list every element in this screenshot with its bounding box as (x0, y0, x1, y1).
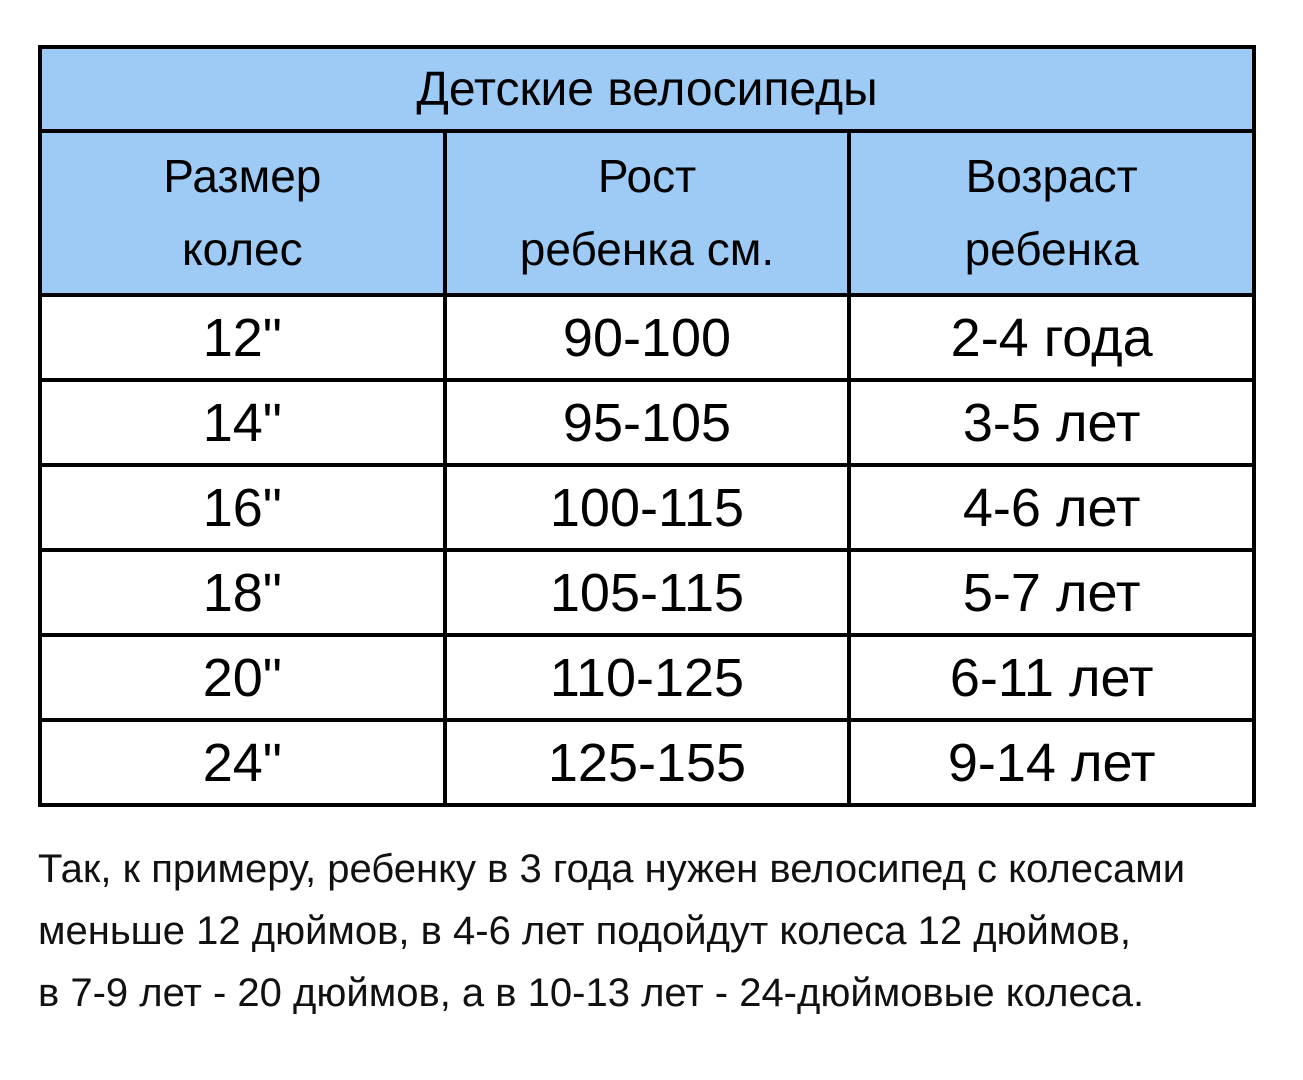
col-header-child-height-line2: ребенка см. (519, 223, 775, 275)
table-row (40, 635, 1254, 720)
col-header-wheel-size-line2: колес (182, 223, 303, 275)
col-header-child-height-line1: Рост (597, 150, 697, 203)
cell-wheel-size: 12" (40, 295, 445, 380)
note-line-2: меньше 12 дюймов, в 4-6 лет подойдут колеса 12 дюймов, (38, 909, 1132, 953)
cell-age: 9-14 лет (849, 720, 1254, 805)
note-line-1: Так, к примеру, ребенку в 3 года нужен велосипед с колесами (38, 847, 1186, 891)
cell-height: 90-100 (445, 295, 850, 380)
cell-wheel-size: 20" (40, 635, 445, 720)
table-row (40, 380, 1254, 465)
cell-wheel-size: 14" (40, 380, 445, 465)
note-paragraph (38, 838, 1288, 1024)
col-header-child-age (849, 131, 1254, 295)
cell-height: 105-115 (445, 550, 850, 635)
col-header-child-age-line1: Возраст (965, 150, 1138, 203)
cell-height: 100-115 (445, 465, 850, 550)
cell-height: 125-155 (445, 720, 850, 805)
cell-age: 2-4 года (849, 295, 1254, 380)
cell-wheel-size: 18" (40, 550, 445, 635)
note-line-3: в 7-9 лет - 20 дюймов, а в 10-13 лет - 24-дюймовые колеса. (38, 971, 1145, 1015)
col-header-wheel-size-line1: Размер (163, 150, 322, 203)
cell-age: 6-11 лет (849, 635, 1254, 720)
table-row (40, 465, 1254, 550)
cell-age: 5-7 лет (849, 550, 1254, 635)
col-header-child-age-line2: ребенка (964, 223, 1139, 275)
col-header-child-height (445, 131, 850, 295)
cell-age: 3-5 лет (849, 380, 1254, 465)
col-header-wheel-size (40, 131, 445, 295)
table-title-row (40, 47, 1254, 131)
table-row (40, 295, 1254, 380)
table-title: Детские велосипеды (40, 47, 1254, 131)
table-row (40, 550, 1254, 635)
cell-age: 4-6 лет (849, 465, 1254, 550)
cell-height: 110-125 (445, 635, 850, 720)
cell-wheel-size: 24" (40, 720, 445, 805)
cell-height: 95-105 (445, 380, 850, 465)
bike-size-table (38, 45, 1256, 807)
table-header-row (40, 131, 1254, 295)
table-row (40, 720, 1254, 805)
cell-wheel-size: 16" (40, 465, 445, 550)
